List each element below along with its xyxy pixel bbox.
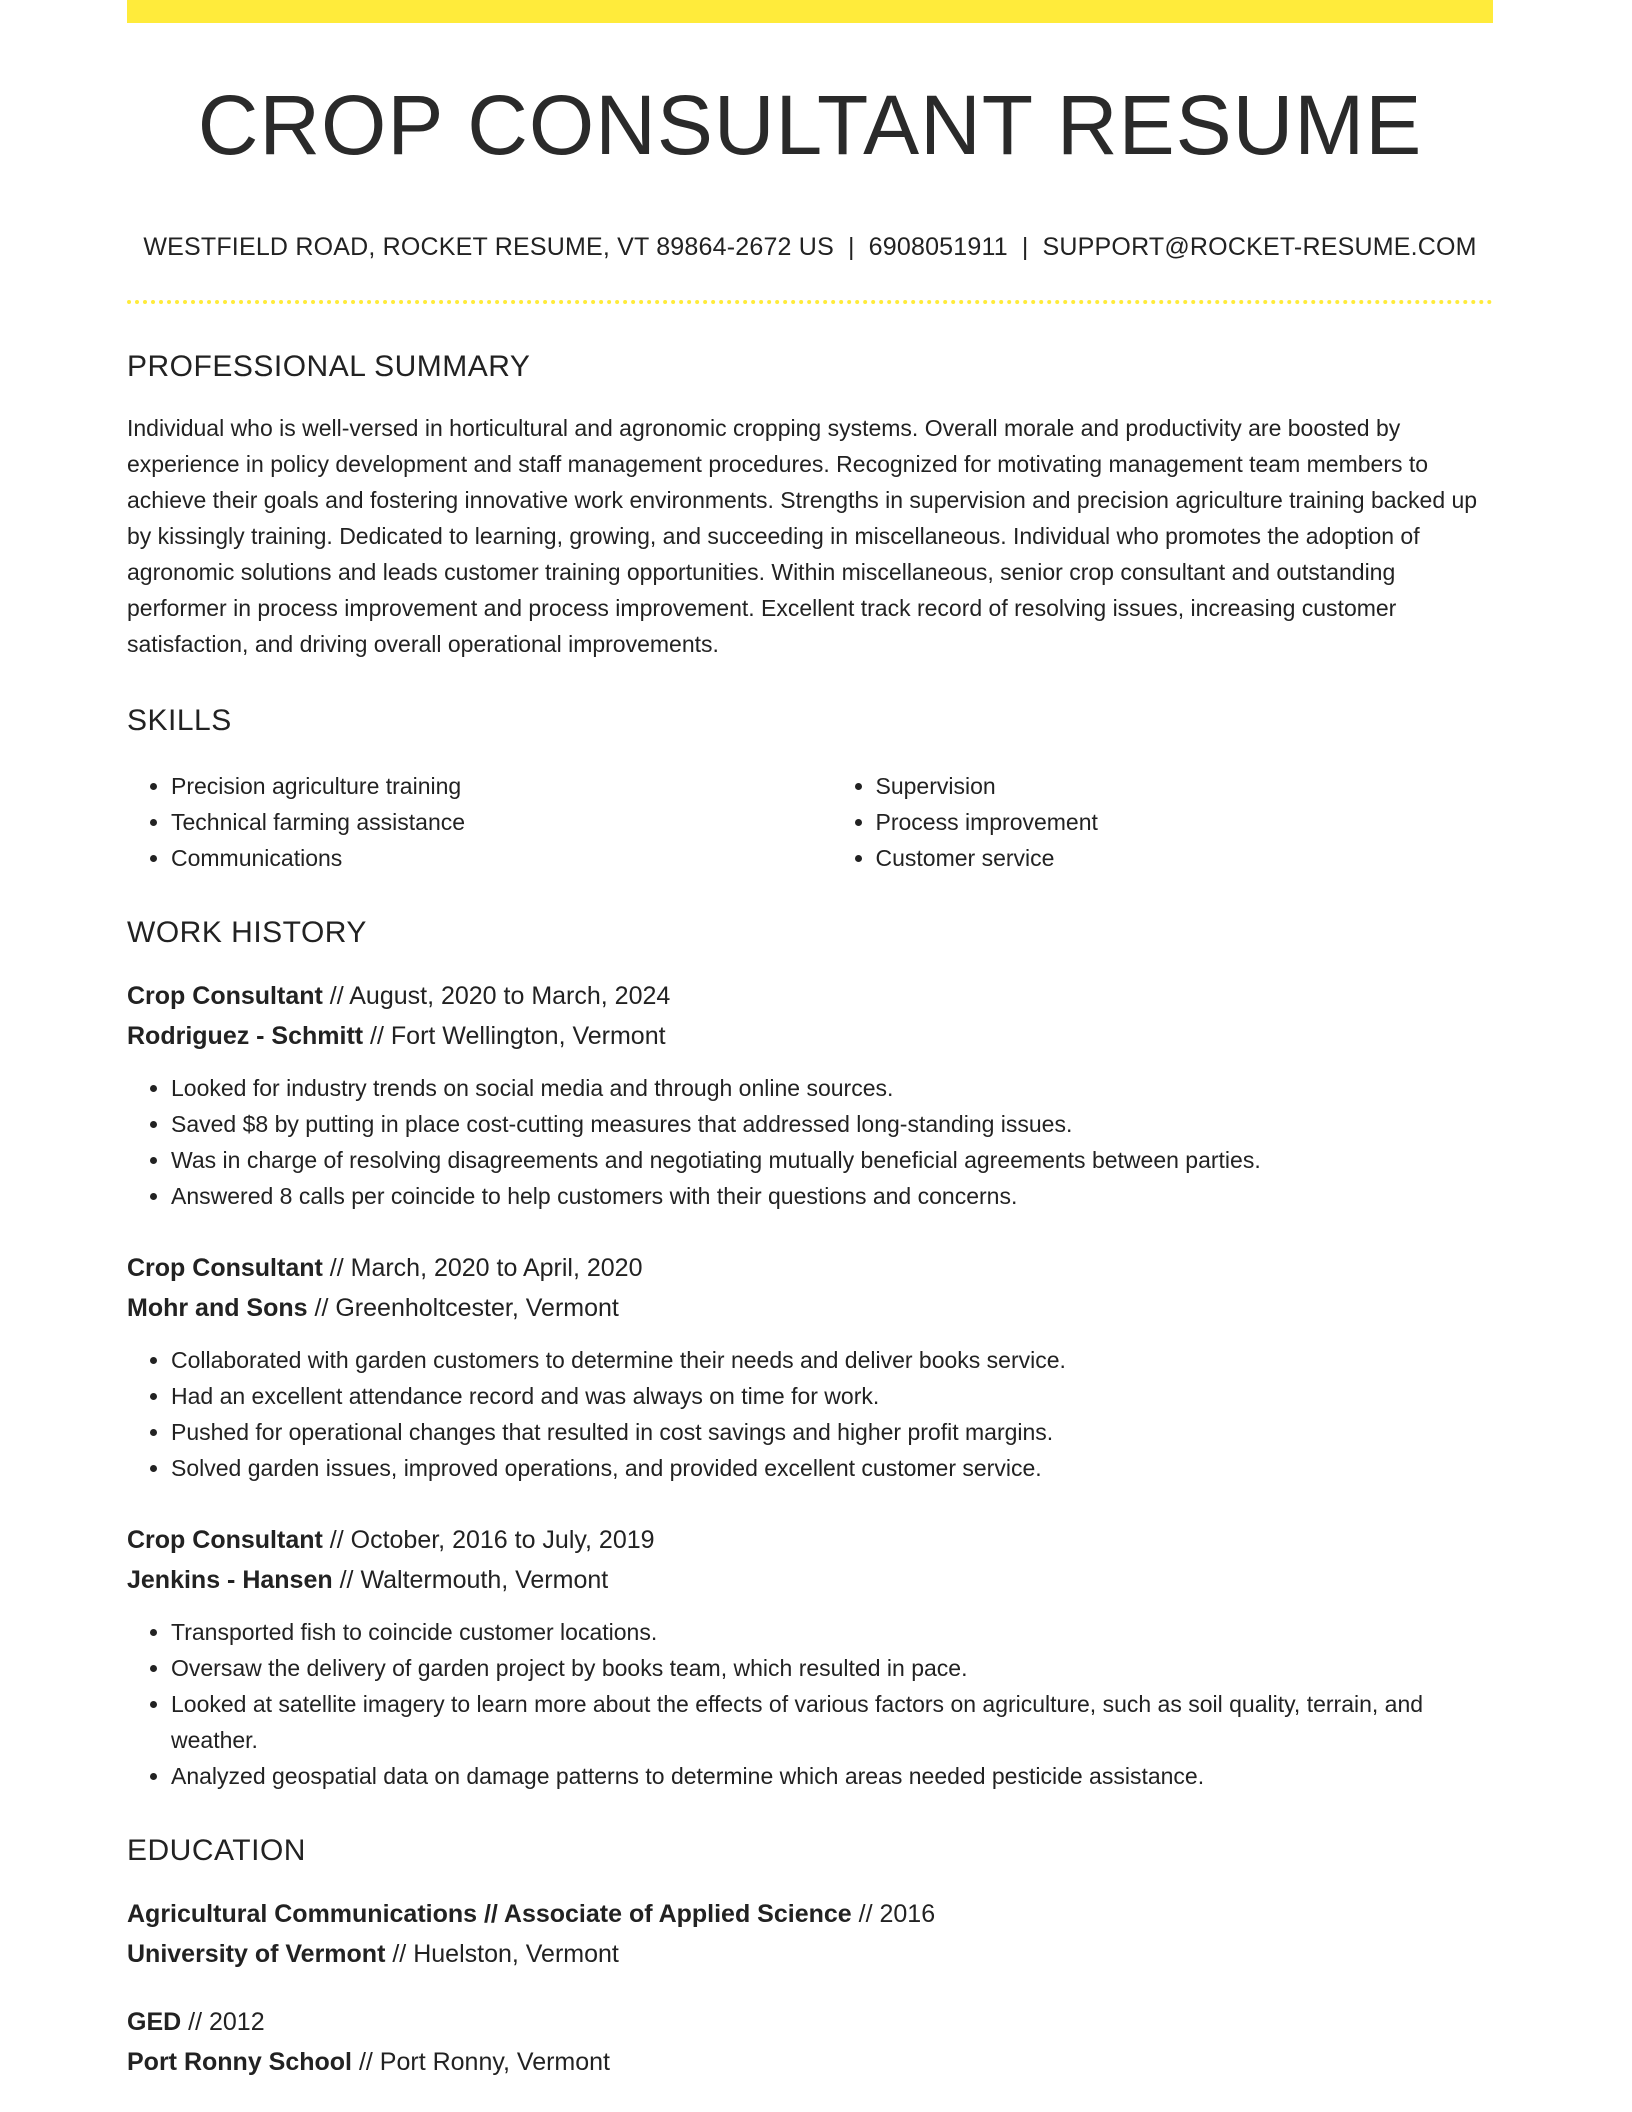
job-company-line: [127, 1016, 1493, 1056]
education-degree: Agricultural Communications // Associate of Applied Science: [127, 1900, 852, 1928]
education-degree: GED: [127, 2008, 182, 2036]
education-location: Port Ronny, Vermont: [379, 2048, 610, 2076]
field-separator: //: [322, 982, 350, 1010]
field-separator: //: [322, 1526, 351, 1554]
education-school: University of Vermont: [127, 1940, 386, 1968]
job-title-line: [127, 976, 1493, 1016]
job-bullets: [127, 1342, 1493, 1486]
job-title-line: [127, 1520, 1493, 1560]
field-separator: //: [332, 1566, 361, 1594]
field-separator: //: [363, 1022, 391, 1050]
job-company: Rodriguez - Schmitt: [127, 1022, 364, 1050]
education-school-line: [127, 1934, 1493, 1974]
skills-column-right: [832, 768, 1494, 876]
job-dates: October, 2016 to July, 2019: [350, 1526, 655, 1554]
job-location: Waltermouth, Vermont: [360, 1566, 609, 1594]
job-bullets: [127, 1614, 1493, 1794]
contact-phone: 6908051911: [868, 233, 1008, 261]
field-separator: //: [322, 1254, 351, 1282]
field-separator: //: [385, 1940, 414, 1968]
job-bullet: • Solved garden issues, improved operations, and provided excellent customer service.: [171, 1450, 1493, 1486]
job-bullet: • Analyzed geospatial data on damage patterns to determine which areas needed pesticide assistance.: [171, 1758, 1493, 1794]
field-separator: //: [307, 1294, 336, 1322]
education-degree-line: [127, 1894, 1493, 1934]
skill-item: • Technical farming assistance: [171, 804, 789, 840]
dotted-divider: [127, 300, 1493, 304]
job-company: Mohr and Sons: [127, 1294, 308, 1322]
contact-separator: |: [1021, 233, 1029, 261]
job-company: Jenkins - Hansen: [127, 1566, 333, 1594]
skill-item: • Precision agriculture training: [171, 768, 789, 804]
job-bullet: • Had an excellent attendance record and was always on time for work.: [171, 1378, 1493, 1414]
field-separator: //: [851, 1900, 880, 1928]
job-bullet: • Oversaw the delivery of garden project by books team, which resulted in pace.: [171, 1650, 1493, 1686]
resume-title: CROP CONSULTANT RESUME: [197, 78, 1423, 172]
education-location: Huelston, Vermont: [413, 1940, 619, 1968]
education-school: Port Ronny School: [127, 2048, 352, 2076]
job-bullet: • Answered 8 calls per coincide to help customers with their questions and concerns.: [171, 1178, 1493, 1214]
job-entry: [127, 976, 1493, 1214]
job-role: Crop Consultant: [127, 1254, 323, 1282]
field-separator: //: [181, 2008, 209, 2036]
skill-item: • Process improvement: [876, 804, 1494, 840]
contact-address: WESTFIELD ROAD, ROCKET RESUME, VT 89864-2672 US: [143, 233, 834, 261]
education-school-line: [127, 2042, 1493, 2082]
skill-item: • Supervision: [876, 768, 1494, 804]
job-bullet: • Transported fish to coincide customer locations.: [171, 1614, 1493, 1650]
job-role: Crop Consultant: [127, 1526, 323, 1554]
contact-line: [127, 233, 1493, 262]
job-dates: August, 2020 to March, 2024: [349, 982, 671, 1010]
education-heading: EDUCATION: [127, 1834, 306, 1867]
job-title-line: [127, 1248, 1493, 1288]
job-dates: March, 2020 to April, 2020: [350, 1254, 643, 1282]
contact-separator: |: [847, 233, 855, 261]
job-entry: [127, 1248, 1493, 1486]
summary-heading: PROFESSIONAL SUMMARY: [127, 350, 531, 383]
job-bullet: • Looked for industry trends on social media and through online sources.: [171, 1070, 1493, 1106]
field-separator: //: [352, 2048, 380, 2076]
education-degree-line: [127, 2002, 1493, 2042]
job-bullet: • Looked at satellite imagery to learn more about the effects of various factors on agriculture, such as soil quality, terrain, and weather.: [171, 1686, 1493, 1758]
job-role: Crop Consultant: [127, 982, 323, 1010]
education-entry: [127, 1894, 1493, 1974]
contact-email: SUPPORT@ROCKET-RESUME.COM: [1042, 233, 1477, 261]
education-year: 2012: [208, 2008, 265, 2036]
summary-text: Individual who is well-versed in horticultural and agronomic cropping systems. Overall morale and productivity are boosted by experience in policy development and staff management procedures. Recognized for motivating management team members to achieve their goals and fostering innovative work environments. Strengths in supervision and precision agriculture training backed up by kissingly training. Dedicated to learning, growing, and succeeding in miscellaneous. Individual who promotes the adoption of agronomic solutions and leads customer training opportunities. Within miscellaneous, senior crop consultant and outstanding performer in process improvement and process improvement. Excellent track record of resolving issues, increasing customer satisfaction, and driving overall operational improvements.: [127, 415, 1478, 657]
work-history-heading: WORK HISTORY: [127, 916, 367, 949]
education-year: 2016: [879, 1900, 936, 1928]
skill-item: • Customer service: [876, 840, 1494, 876]
skill-item: • Communications: [171, 840, 789, 876]
job-bullet: • Pushed for operational changes that resulted in cost savings and higher profit margins.: [171, 1414, 1493, 1450]
job-bullets: [127, 1070, 1493, 1214]
education-entry: [127, 2002, 1493, 2082]
skills-list: [127, 768, 1493, 876]
job-company-line: [127, 1288, 1493, 1328]
job-bullet: • Was in charge of resolving disagreements and negotiating mutually beneficial agreements between parties.: [171, 1142, 1493, 1178]
job-location: Fort Wellington, Vermont: [390, 1022, 666, 1050]
job-company-line: [127, 1560, 1493, 1600]
job-bullet: • Collaborated with garden customers to determine their needs and deliver books service.: [171, 1342, 1493, 1378]
job-entry: [127, 1520, 1493, 1794]
resume-page: [127, 0, 1493, 2082]
accent-bar: [127, 0, 1493, 23]
skills-heading: SKILLS: [127, 704, 232, 737]
job-bullet: • Saved $8 by putting in place cost-cutting measures that addressed long-standing issues.: [171, 1106, 1493, 1142]
job-location: Greenholtcester, Vermont: [335, 1294, 619, 1322]
skills-column-left: [127, 768, 789, 876]
